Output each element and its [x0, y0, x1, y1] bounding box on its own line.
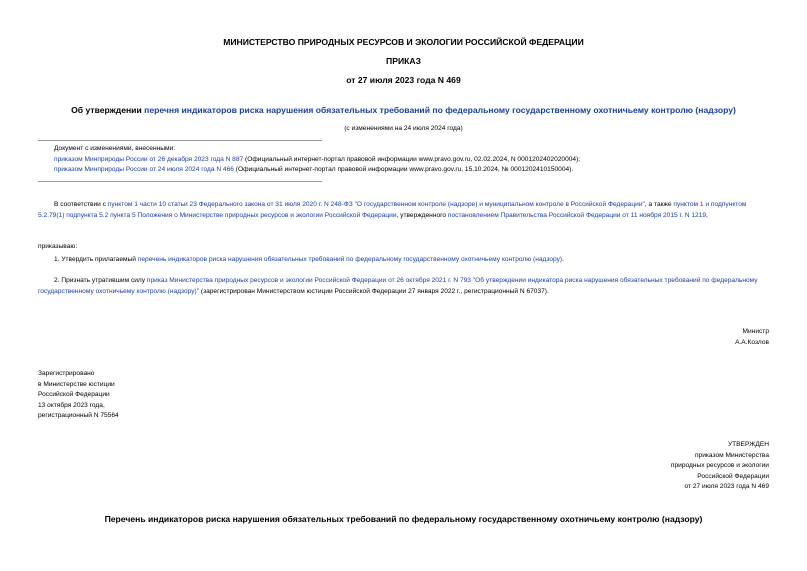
signature-position: Министр — [742, 328, 769, 335]
item-text: (зарегистрирован Министерством юстиции Российской Федерации 27 января 2022 г., регистрационный N 67037). — [199, 287, 549, 295]
approval-line: приказом Министерства — [694, 451, 769, 459]
approval-line: природных ресурсов и экологии — [670, 462, 769, 469]
item-text: 1. Утвердить прилагаемый — [54, 256, 138, 263]
annex-title: Перечень индикаторов риска нарушения обязательных требований по федеральному государственному охотничьему контролю (надзору) — [104, 514, 703, 524]
order-item-1 — [38, 255, 769, 266]
preamble-text: , — [706, 211, 708, 219]
law-248-link[interactable]: пунктом 1 части 10 статьи 23 Федерального закона от 31 июля 2020 г. N 248-ФЗ "О государственном контроле (надзоре) и муниципальном контроле в Российской Федерации" — [107, 201, 645, 208]
amendment-text-1: (Официальный интернет-портал правовой информации www.pravo.gov.ru, 02.02.2024, N 0001202402020004); — [243, 155, 581, 163]
edition-note: (с изменениями на 24 июля 2024 года) — [344, 125, 463, 132]
approval-line: УТВЕРЖДЕН — [727, 441, 769, 448]
government-decree-link[interactable]: постановлением Правительства Российской Федерации от 11 ноября 2015 г. N 1219 — [447, 211, 707, 219]
amendments-block — [54, 144, 774, 176]
registration-line: Российской Федерации — [38, 391, 110, 398]
date-number-heading: от 27 июля 2023 года N 469 — [346, 75, 461, 85]
amendment-link-2[interactable]: приказом Минприроды России от 24 июля 2024 года N 466 — [54, 166, 234, 173]
divider-top — [38, 140, 322, 141]
item-text: . — [562, 256, 564, 263]
signature-name: А.А.Козлов — [735, 338, 769, 346]
order-item-2 — [38, 276, 769, 297]
registration-block — [38, 369, 288, 422]
repealed-order-link[interactable]: приказ Министерства природных ресурсов и экологии Российской Федерации от 26 октября 2021 г. N 793 "Об утверждении индикатора риска нарушения обязательных требований по федеральному государственному охотничьему контролю (надзору)" — [38, 277, 758, 295]
approval-line: Российской Федерации — [697, 472, 769, 480]
divider-bottom — [38, 181, 322, 182]
amendment-item — [54, 165, 774, 176]
preamble-text: , утвержденного — [396, 211, 448, 219]
title-prefix: Об утверждении — [71, 105, 145, 115]
preamble-paragraph — [38, 200, 769, 221]
item-text: 2. Признать утратившим силу — [54, 277, 147, 284]
amendments-intro: Документ с изменениями, внесенными: — [54, 145, 176, 152]
registration-line: Зарегистрировано — [38, 370, 95, 377]
preamble-text: , а также — [644, 201, 674, 208]
registration-line: регистрационный N 75564 — [38, 412, 119, 419]
ministry-heading: МИНИСТЕРСТВО ПРИРОДНЫХ РЕСУРСОВ И ЭКОЛОГИИ РОССИЙСКОЙ ФЕДЕРАЦИИ — [223, 37, 584, 47]
approval-line: от 27 июля 2023 года N 469 — [684, 483, 769, 490]
preamble-text: В соответствии с — [54, 201, 108, 208]
amendment-link-1[interactable]: приказом Минприроды России от 26 декабря 2023 года N 887 — [54, 155, 244, 163]
annex-list-link[interactable]: перечень индикаторов риска нарушения обязательных требований по федеральному государственному охотничьему контролю (надзору) — [137, 256, 563, 263]
order-word: приказываю: — [38, 243, 78, 250]
signature-block — [500, 327, 769, 348]
document-title — [0, 105, 807, 115]
registration-line: в Министерстве юстиции — [38, 380, 115, 388]
amendment-text-2: (Официальный интернет-портал правовой информации www.pravo.gov.ru, 15.10.2024, № 0001202410150004). — [233, 166, 574, 173]
title-link[interactable]: перечня индикаторов риска нарушения обязательных требований по федеральному государственному охотничьему контролю (надзору) — [144, 105, 736, 115]
regulation-link[interactable]: пунктом 1 и подпунктом 5.2.79(1) подпункта 5.2 пункта 5 Положения о Министерстве природных ресурсов и экологии Российской Федерации — [38, 201, 747, 219]
registration-line: 13 октября 2023 года, — [38, 401, 105, 409]
amendment-item — [54, 155, 774, 166]
approval-block — [500, 440, 769, 493]
doc-type-heading: ПРИКАЗ — [386, 56, 421, 66]
